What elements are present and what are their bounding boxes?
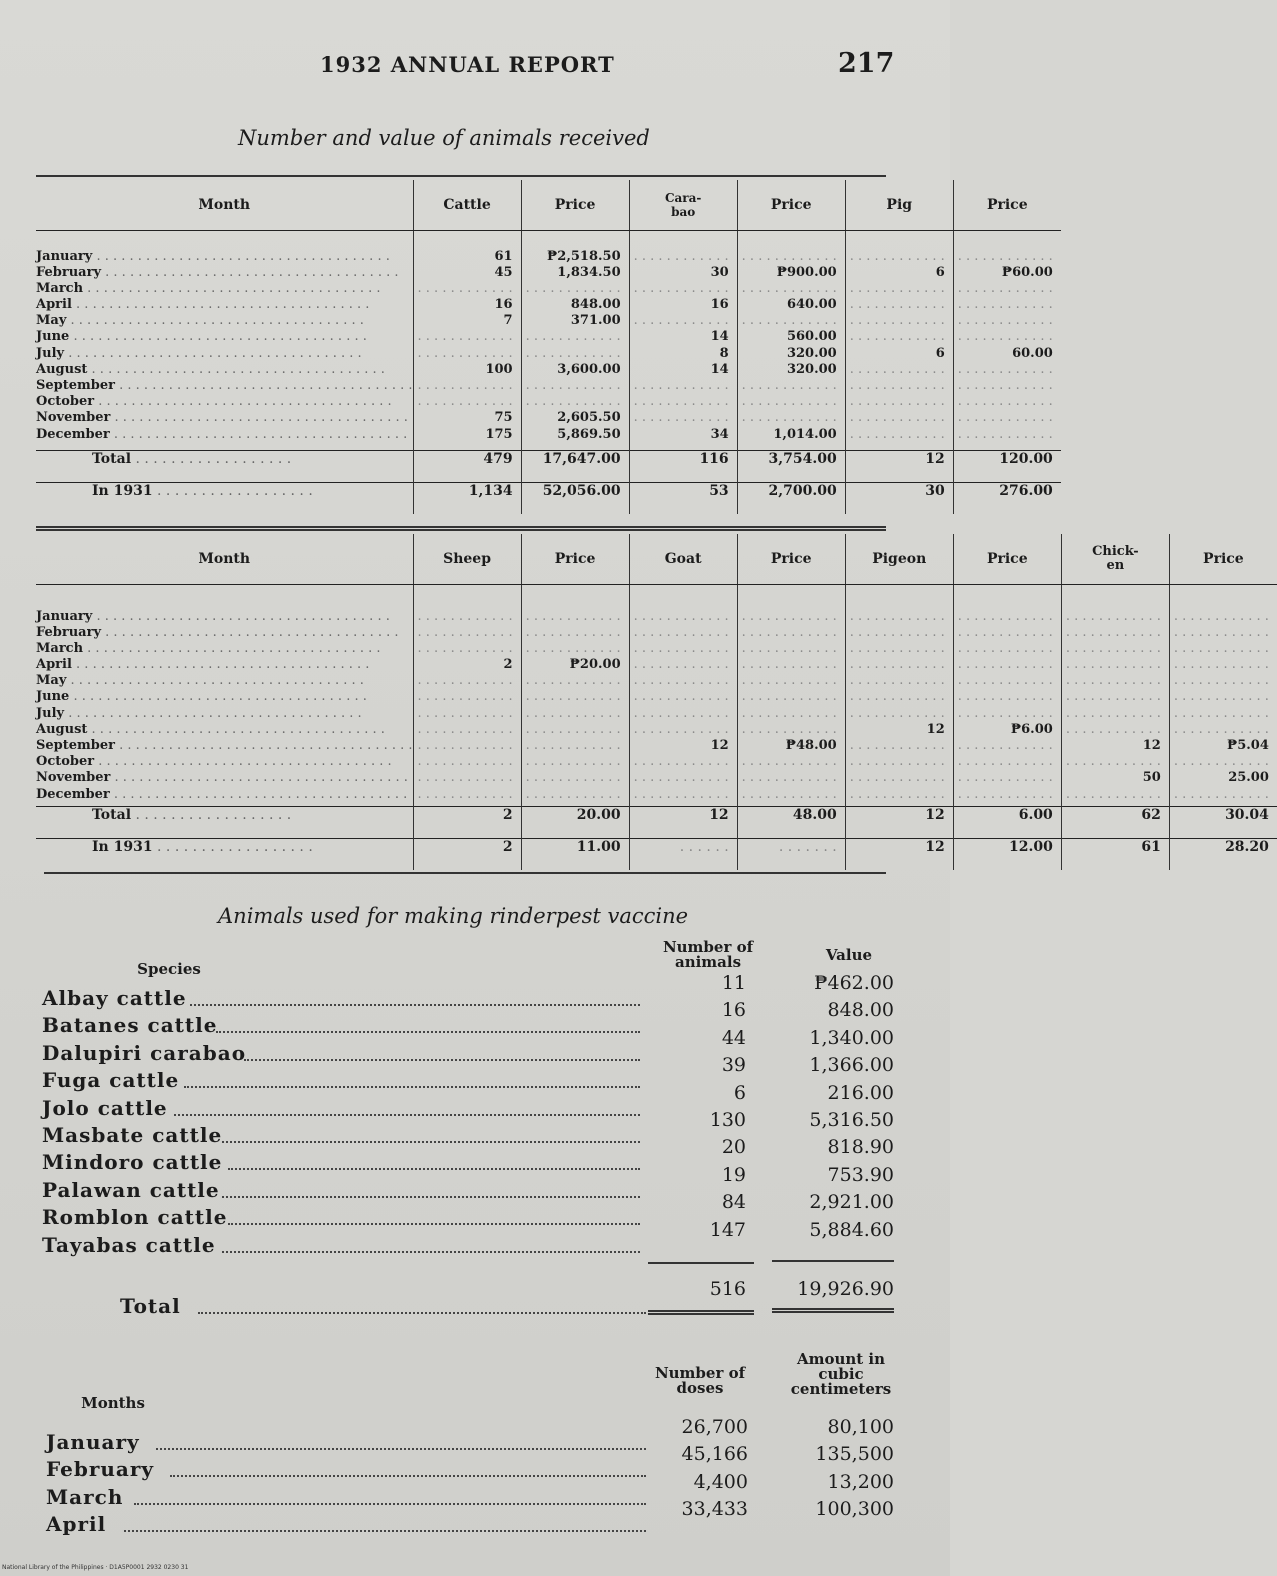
table-cell: ₱5.04 — [1226, 738, 1269, 753]
table-cell: . . . . . . . . . . . . — [525, 608, 621, 624]
table-cell: 320.00 — [786, 345, 837, 361]
table-cell: . . . . . . . . . . . . — [849, 329, 945, 345]
table-cell: . . . . . . . . . . . . — [741, 689, 837, 705]
table1-months — [36, 230, 413, 450]
col-carabao: Cara- bao — [629, 180, 737, 230]
table-cell: . . . . . . . . . . . . — [957, 705, 1053, 721]
table-cell: 60.00 — [1012, 345, 1053, 361]
table-cell: . . . . . . . . . . . . — [633, 770, 729, 786]
table2-months — [36, 584, 413, 806]
month-label: June . . . — [36, 329, 413, 345]
table2-total-row: Total . . . 2 20.00 12 48.00 12 6.00 62 30.04 — [36, 806, 1277, 838]
table-cell: 12 — [710, 738, 729, 753]
species-name: Masbate cattle — [42, 1123, 223, 1147]
dose-count: 4,400 — [693, 1470, 748, 1493]
table-cell: . . . . . . . . . . . . — [957, 329, 1053, 345]
doses-row — [46, 1498, 906, 1539]
table-cell: . . . . . . . . . . . . — [849, 738, 945, 753]
table-cell: . . . . . . . . . . . . — [1173, 705, 1269, 721]
month-label: June . . . — [36, 689, 413, 705]
month-label: March . . . — [36, 641, 413, 657]
table-cell: . . . . . . . . . . . . — [849, 608, 945, 624]
month-label: May . . . — [36, 673, 413, 689]
table-cell: 6 — [935, 264, 945, 280]
table-cell: . . . . . . . . . . . . — [957, 313, 1053, 329]
table-cell: . . . . . . . . . . . . — [417, 624, 513, 640]
table-cell: 12 — [1142, 738, 1161, 753]
month-label: September . . . — [36, 378, 413, 394]
table-cell: . . . . . . . . . . . . — [957, 280, 1053, 296]
table-cell: . . . . . . . . . . . . — [417, 394, 513, 410]
table-cell: . . . . . . . . . . . . — [741, 754, 837, 770]
table-cell: 2,605.50 — [557, 410, 621, 426]
month-label: September . . . — [36, 738, 413, 754]
table-cell: . . . . . . . . . . . . — [417, 280, 513, 296]
table-cell: . . . . . . . . . . . . — [1173, 608, 1269, 624]
month-label: April . . . — [36, 297, 413, 313]
table-cell: . . . . . . . . . . . . — [525, 689, 621, 705]
table-cell: . . . . . . . . . . . . — [633, 410, 729, 426]
animal-value: 818.90 — [827, 1136, 894, 1159]
table-cell: . . . . . . . . . . . . — [525, 378, 621, 393]
table-cell: . . . . . . . . . . . . — [633, 754, 729, 770]
table-cell: . . . . . . . . . . . . — [525, 786, 621, 802]
animal-count: 6 — [733, 1081, 746, 1104]
table-cell: . . . . . . . . . . . . — [633, 640, 729, 656]
species-name: Mindoro cattle — [42, 1150, 223, 1175]
table1-top-rule — [36, 175, 886, 178]
table-cell: 14 — [710, 361, 729, 377]
table-cell: . . . . . . . . . . . . — [741, 280, 837, 296]
table-cell: 640.00 — [786, 297, 837, 313]
table-cell: . . . . . . . . . . . . — [1173, 721, 1269, 737]
table-cell: . . . . . . . . . . . . — [1173, 624, 1269, 640]
col-sheep: Sheep — [413, 534, 521, 584]
table-cell: . . . . . . . . . . . . — [849, 657, 945, 673]
table-cell: . . . . . . . . . . . . — [957, 426, 1053, 442]
table-cell: . . . . . . . . . . . . — [525, 329, 621, 345]
month-label: December . . . — [36, 787, 413, 803]
table-cell: . . . . . . . . . . . . — [525, 394, 621, 410]
dose-amount: 100,300 — [815, 1498, 894, 1521]
table-cell: . . . . . . . . . . . . — [741, 608, 837, 624]
table-cell: ₱60.00 — [1001, 264, 1053, 280]
col-pigeon: Pigeon — [845, 534, 953, 584]
table-cell: . . . . . . . . . . . . — [1065, 721, 1161, 737]
page-header — [0, 46, 950, 86]
table-cell: . . . . . . . . . . . . — [633, 689, 729, 705]
table-cell: . . . . . . . . . . . . — [957, 640, 1053, 656]
animal-count: 130 — [709, 1109, 746, 1131]
animal-count: 44 — [721, 1026, 746, 1049]
table-cell: 30 — [710, 264, 729, 280]
table-cell: ₱48.00 — [785, 738, 837, 753]
table-cell: . . . . . . . . . . . . — [1065, 786, 1161, 802]
animal-count: 11 — [721, 972, 746, 994]
month-label: November . . . — [36, 410, 413, 426]
table-cell: . . . . . . . . . . . . — [417, 738, 513, 753]
table-cell: . . . . . . . . . . . . — [525, 345, 621, 361]
dose-amount: 135,500 — [815, 1443, 894, 1466]
animal-value: 1,340.00 — [809, 1026, 894, 1049]
table-cell: . . . . . . . . . . . . — [417, 721, 513, 737]
table-cell: 6 — [935, 345, 945, 361]
table-cell: . . . . . . . . . . . . — [957, 394, 1053, 410]
col-chicken: Chick- en — [1061, 534, 1169, 584]
table-cell: 371.00 — [570, 313, 621, 329]
table-cell: . . . . . . . . . . . . — [525, 705, 621, 721]
table-cell: 16 — [710, 297, 729, 313]
animal-count: 16 — [721, 999, 746, 1022]
table-cell: . . . . . . . . . . . . — [849, 754, 945, 770]
table-cell: . . . . . . . . . . . . — [957, 673, 1053, 689]
table-cell: . . . . . . . . . . . . — [525, 280, 621, 296]
table-cell: . . . . . . . . . . . . — [1173, 786, 1269, 802]
table-cell: . . . . . . . . . . . . — [633, 624, 729, 640]
table-cell: 175 — [485, 426, 513, 442]
table-cell: . . . . . . . . . . . . — [633, 378, 729, 393]
table-cell: . . . . . . . . . . . . — [741, 721, 837, 737]
col-pig: Pig — [845, 180, 953, 230]
month-label: February . . . — [36, 265, 413, 281]
table-cell: . . . . . . . . . . . . — [525, 754, 621, 770]
table-cell: . . . . . . . . . . . . — [849, 313, 945, 329]
col-cattle-price: Price — [521, 180, 629, 230]
table-cell: . . . . . . . . . . . . — [417, 770, 513, 786]
table-cell: 34 — [710, 426, 729, 442]
col-species: Species — [137, 960, 201, 978]
species-name: Jolo cattle — [42, 1095, 168, 1120]
page-number: 217 — [838, 48, 895, 79]
table-cell: . . . . . . . . . . . . — [849, 786, 945, 802]
vaccine-title: Animals used for making rinderpest vaccine — [218, 904, 689, 928]
animal-count: 147 — [709, 1218, 746, 1241]
animal-value: 5,884.60 — [809, 1218, 894, 1241]
table-cell: 14 — [710, 329, 729, 345]
table-cell: 320.00 — [786, 361, 837, 377]
table-cell: . . . . . . . . . . . . — [849, 361, 945, 377]
table-cell: . . . . . . . . . . . . — [1173, 673, 1269, 689]
table-cell: . . . . . . . . . . . . — [741, 770, 837, 786]
table-cell: . . . . . . . . . . . . — [1065, 689, 1161, 705]
month-label: August . . . — [36, 722, 413, 738]
animal-value: 2,921.00 — [809, 1191, 894, 1214]
table1 — [36, 180, 1061, 514]
table-cell: . . . . . . . . . . . . — [849, 705, 945, 721]
col-number-doses: Number of doses — [654, 1364, 746, 1397]
dose-count: 33,433 — [681, 1498, 748, 1521]
table-cell: . . . . . . . . . . . . — [957, 410, 1053, 426]
table-cell: . . . . . . . . . . . . — [957, 754, 1053, 770]
table-cell: . . . . . . . . . . . . — [525, 738, 621, 753]
table-cell: . . . . . . . . . . . . — [1065, 624, 1161, 640]
col-goat: Goat — [629, 534, 737, 584]
month-label: November . . . — [36, 770, 413, 786]
vaccine-row — [42, 1218, 902, 1260]
table-cell: . . . . . . . . . . . . — [417, 608, 513, 624]
table-cell: . . . . . . . . . . . . — [525, 721, 621, 737]
table-cell: . . . . . . . . . . . . — [741, 313, 837, 329]
table-cell: . . . . . . . . . . . . — [849, 673, 945, 689]
dose-amount: 13,200 — [827, 1470, 894, 1493]
table-cell: . . . . . . . . . . . . — [633, 721, 729, 737]
vaccine-total-row: Total 516 19,926.90 — [120, 1278, 894, 1318]
table-cell: 45 — [494, 264, 513, 280]
table-cell: . . . . . . . . . . . . — [741, 786, 837, 802]
animal-value: 753.90 — [827, 1163, 894, 1186]
report-title: 1932 ANNUAL REPORT — [320, 52, 615, 77]
table-cell: . . . . . . . . . . . . — [849, 770, 945, 786]
dose-count: 26,700 — [681, 1416, 748, 1438]
species-name: Fuga cattle — [42, 1068, 180, 1093]
month-label: January . . . — [36, 249, 413, 265]
table-cell: . . . . . . . . . . . . — [1065, 608, 1161, 624]
animal-count: 19 — [721, 1163, 746, 1186]
table-divider — [36, 526, 886, 531]
table-cell: . . . . . . . . . . . . — [1173, 689, 1269, 705]
species-name: Albay cattle — [42, 986, 187, 1010]
table-cell: . . . . . . . . . . . . — [849, 297, 945, 313]
table-cell: 61 — [494, 248, 513, 264]
col-cattle: Cattle — [413, 180, 521, 230]
table-cell: . . . . . . . . . . . . — [849, 640, 945, 656]
table-cell: . . . . . . . . . . . . — [417, 640, 513, 656]
table-cell: . . . . . . . . . . . . — [741, 657, 837, 673]
col-pig-price: Price — [953, 180, 1061, 230]
table-cell: . . . . . . . . . . . . — [849, 248, 945, 264]
table-cell: . . . . . . . . . . . . — [633, 673, 729, 689]
species-name: Tayabas cattle — [42, 1232, 216, 1257]
animal-value: ₱462.00 — [814, 972, 894, 994]
table-cell: . . . . . . . . . . . . — [1065, 657, 1161, 673]
animal-value: 216.00 — [827, 1081, 894, 1104]
table-cell: . . . . . . . . . . . . — [741, 624, 837, 640]
table-cell: 1,834.50 — [557, 264, 621, 280]
table-cell: . . . . . . . . . . . . — [741, 410, 837, 426]
table-cell: . . . . . . . . . . . . — [957, 608, 1053, 624]
table-cell: . . . . . . . . . . . . — [849, 624, 945, 640]
table-cell: ₱20.00 — [569, 657, 621, 673]
table-cell: ₱900.00 — [776, 264, 837, 280]
table-cell: . . . . . . . . . . . . — [633, 786, 729, 802]
table-cell: . . . . . . . . . . . . — [525, 624, 621, 640]
table1-total-row: Total . . . 479 17,647.00 116 3,754.00 12 120.00 — [36, 450, 1061, 482]
table-cell: . . . . . . . . . . . . — [525, 640, 621, 656]
table-cell: . . . . . . . . . . . . — [957, 689, 1053, 705]
table-cell: . . . . . . . . . . . . — [957, 738, 1053, 753]
month-label: May . . . — [36, 313, 413, 329]
table-cell: . . . . . . . . . . . . — [1065, 640, 1161, 656]
table-cell: . . . . . . . . . . . . — [741, 640, 837, 656]
table-cell: 25.00 — [1228, 770, 1269, 786]
animal-count: 84 — [721, 1191, 746, 1214]
table-cell: . . . . . . . . . . . . — [1065, 754, 1161, 770]
table-cell: 7 — [503, 313, 513, 329]
table-cell: 5,869.50 — [557, 426, 621, 442]
table-cell: . . . . . . . . . . . . — [417, 705, 513, 721]
species-name: Batanes cattle — [42, 1013, 218, 1038]
table-cell: . . . . . . . . . . . . — [633, 394, 729, 410]
table-cell: . . . . . . . . . . . . — [957, 378, 1053, 393]
table-cell: . . . . . . . . . . . . — [741, 248, 837, 264]
table-cell: . . . . . . . . . . . . — [633, 608, 729, 624]
table2-prev-year-row: In 1931 . . . 2 11.00 . . . . . . . . . . . . . 12 12.00 61 28.20 — [36, 838, 1277, 870]
table-cell: 8 — [719, 345, 729, 361]
species-name: Palawan cattle — [42, 1177, 220, 1202]
month-label: October . . . — [36, 754, 413, 770]
table-cell: . . . . . . . . . . . . — [849, 426, 945, 442]
animal-value: 848.00 — [827, 999, 894, 1022]
table-cell: . . . . . . . . . . . . — [417, 378, 513, 393]
table1-prev-year-row: In 1931 . . . 1,134 52,056.00 53 2,700.00 30 276.00 — [36, 482, 1061, 514]
table-cell: 100 — [485, 361, 513, 377]
species-name: Romblon cattle — [42, 1205, 228, 1230]
table-cell: . . . . . . . . . . . . — [741, 673, 837, 689]
table-cell: ₱6.00 — [1010, 721, 1053, 737]
animal-value: 1,366.00 — [809, 1054, 894, 1077]
col-number-animals: Number of animals — [662, 938, 754, 971]
animal-count: 20 — [721, 1136, 746, 1159]
month-name: March — [46, 1484, 124, 1509]
month-label: March . . . — [36, 281, 413, 297]
table-cell: 2 — [503, 657, 513, 673]
month-label: February . . . — [36, 625, 413, 641]
table-cell: . . . . . . . . . . . . — [1065, 705, 1161, 721]
animal-count: 39 — [721, 1054, 746, 1077]
table1-title: Number and value of animals received — [238, 126, 650, 150]
table-cell: . . . . . . . . . . . . — [417, 786, 513, 802]
table-cell: . . . . . . . . . . . . — [957, 770, 1053, 786]
table-cell: ₱2,518.50 — [547, 248, 621, 264]
table-cell: . . . . . . . . . . . . — [957, 786, 1053, 802]
table-cell: . . . . . . . . . . . . — [1173, 640, 1269, 656]
table-cell: . . . . . . . . . . . . — [417, 673, 513, 689]
table-cell: . . . . . . . . . . . . — [957, 657, 1053, 673]
month-label: August . . . — [36, 362, 413, 378]
table-cell: . . . . . . . . . . . . — [417, 689, 513, 705]
table-cell: . . . . . . . . . . . . — [849, 410, 945, 426]
col-amount-cc: Amount in cubic centimeters — [790, 1350, 892, 1398]
month-label: July . . . — [36, 346, 413, 362]
table-cell: . . . . . . . . . . . . — [633, 280, 729, 296]
table-cell: 75 — [494, 410, 513, 426]
table-cell: . . . . . . . . . . . . — [741, 705, 837, 721]
table-cell: . . . . . . . . . . . . — [417, 345, 513, 361]
table2: Month Sheep Price Goat Price Pigeon Price Chick- en Price January . . . February . . . March . . . April . . . May . . . June . . . July . . . August . . . September . . . October . . . November . . . December . . . . . . . . . . . . . . . . . . . . . . . . . . . . . . . . . . . . . . . 2 . . . . . . . . . . . . . . . . . . . . . . . . . . . . . . . . . . . . . . . . . . . . . . . . . . . . . . . . . . . . . . . . . . . . . . . . . . . . . . . . . . . . . . . . . . . . . . . . . . . . . . . . . . . . . . . . . . . . . . . . . . . . . . . . . . . . ₱20.00 . . . . . . . . . . . . . . . . . . . . . . . . . . . . . . . . . . . . . . . . . . . . . . . . . . . . . . . . . . . . . . . . . . . . . . . . . . . . . . . . . . . . . . . . . . . . . . . . . . . . . . . . . . . . . . . . . . . . . . . . . . . . . . . . . . . . . . . . . . . . . . . . . . . . . . . . . . . . . . . . . . . . . . . . . . . . . . . . . . . . . . . . . . . . . . . . 12 . . . . . . . . . . . . . . . . . . . . . . . . . . . . . . . . . . . . . . . . . . . . . . . . . . . . . . . . . . . . . . . . . . . . . . . . . . . . . . . . . . . . . . . . . . . . . . . . . . . . . . . . . . . . . . . . . . . . . . . . . . . . . . . . . . . . ₱48.00 . . . . . . . . . . . . . . . . . . . . . . . . . . . . . . . . . . . . . . . . . . . . . . . . . . . . . . . . . . . . . . . . . . . . . . . . . . . . . . . . . . . . . . . . . . . . . . . . . . . . . . . . . . . . . . . . . . . . . . . . 12 . . . . . . . . . . . . . . . . . . . . . . . . . . . . . . . . . . . . . . . . . . . . . . . . . . . . . . . . . . . . . . . . . . . . . . . . . . . . . . . . . . . . . . . . . . . . . . . . . . . . . . . . . . . . . . . . . . . . . . . . . . . . . . . . . . . . ₱6.00 . . . . . . . . . . . . . . . . . . . . . . . . . . . . . . . . . . . . . . . . . . . . . . . . . . . . . . . . . . . . . . . . . . . . . . . . . . . . . . . . . . . . . . . . . . . . . . . . . . . . . . . . . . . . . . . . . . . . . . . . . . . . . . . . . . . . . . . . . . . . . . . . 12 . . . . . . . . . . . . 50 . . . . . . . . . . . . . . . . . . . . . . . . . . . . . . . . . . . . . . . . . . . . . . . . . . . . . . . . . . . . . . . . . . . . . . . . . . . . . . . . . . . . . . . . . . . . . . . . . . . . . . . . . . . . ₱5.04 . . . . . . . . . . . . 25.00 . . . . . . . . . . . . Total . . . 2 20.00 12 48.00 12 6.00 62 30.04 In 1931 . . . 2 11.00 . . . . . . . . . . . . . 12 12.00 61 28.20 — [36, 534, 1277, 870]
table-cell: . . . . . . . . . . . . — [741, 394, 837, 410]
month-name: February — [46, 1457, 155, 1482]
table-cell: . . . . . . . . . . . . — [849, 394, 945, 410]
table-cell: . . . . . . . . . . . . — [957, 297, 1053, 313]
month-label: July . . . — [36, 706, 413, 722]
table-cell: 1,014.00 — [773, 426, 837, 442]
table-cell: 12 — [926, 721, 945, 737]
table-cell: . . . . . . . . . . . . — [633, 705, 729, 721]
month-name: April — [46, 1512, 107, 1537]
col-month: Month — [36, 180, 413, 230]
month-name: January — [46, 1430, 140, 1454]
species-name: Dalupiri carabao — [42, 1040, 247, 1065]
table-cell: . . . . . . . . . . . . — [525, 770, 621, 786]
month-label: April . . . — [36, 657, 413, 673]
table-cell: . . . . . . . . . . . . — [633, 657, 729, 673]
table-cell: 3,600.00 — [557, 361, 621, 377]
table-cell: . . . . . . . . . . . . — [633, 313, 729, 329]
table-cell: . . . . . . . . . . . . — [849, 378, 945, 393]
table-cell: . . . . . . . . . . . . — [633, 248, 729, 264]
table-cell: . . . . . . . . . . . . — [957, 248, 1053, 264]
table-cell: . . . . . . . . . . . . — [849, 689, 945, 705]
month-label: December . . . — [36, 427, 413, 443]
table-cell: . . . . . . . . . . . . — [525, 673, 621, 689]
table-cell: 50 — [1142, 770, 1161, 786]
table-cell: . . . . . . . . . . . . — [849, 280, 945, 296]
table-cell: 16 — [494, 297, 513, 313]
dose-amount: 80,100 — [827, 1416, 894, 1438]
table2-bottom-rule — [44, 872, 886, 875]
table-cell: . . . . . . . . . . . . — [1173, 657, 1269, 673]
table-cell: . . . . . . . . . . . . — [957, 361, 1053, 377]
table-cell: . . . . . . . . . . . . — [957, 624, 1053, 640]
col-carabao-price: Price — [737, 180, 845, 230]
scan-credit: National Library of the Philippines · D1A5P0001 2932 0230 31 — [2, 1564, 189, 1571]
month-label: January . . . — [36, 609, 413, 625]
table-cell: . . . . . . . . . . . . — [417, 329, 513, 345]
animal-value: 5,316.50 — [809, 1109, 894, 1131]
table-cell: 560.00 — [786, 329, 837, 345]
col-months: Months — [81, 1394, 145, 1412]
dose-count: 45,166 — [681, 1443, 748, 1466]
table-cell: 848.00 — [570, 297, 621, 313]
month-label: October . . . — [36, 394, 413, 410]
table-cell: . . . . . . . . . . . . — [1173, 754, 1269, 770]
col-value: Value — [825, 946, 873, 964]
table-cell: . . . . . . . . . . . . — [1065, 673, 1161, 689]
table-cell: . . . . . . . . . . . . — [741, 378, 837, 393]
table-cell: . . . . . . . . . . . . — [417, 754, 513, 770]
